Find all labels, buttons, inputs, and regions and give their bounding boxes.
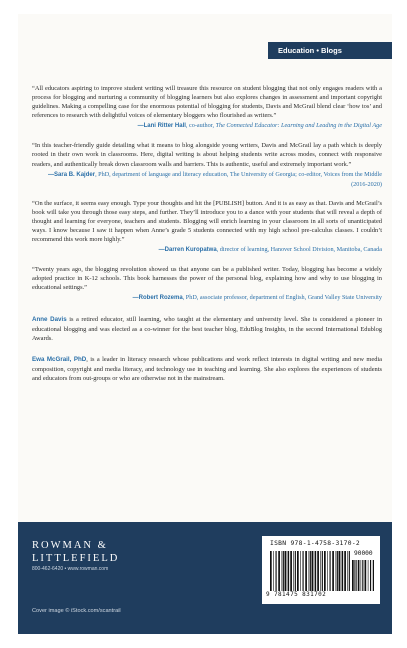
endorsement-text: “In this teacher-friendly guide detailing what it means to blog alongside young writers, Davis and McGrail lay a path which is deeply rooted in their own work in classrooms. Here, digital writing is about helping students write across modes, connect with responsive readers, and authentically break down classroom walls and barriers. This is authentic, useful and extremely important work.”	[32, 142, 382, 168]
isbn-label: ISBN 978-1-4758-3170-2	[270, 540, 361, 547]
barcode-bar	[285, 551, 287, 591]
barcode-bar	[342, 551, 343, 591]
barcode-bar	[278, 551, 280, 591]
publisher-footer	[18, 522, 392, 634]
author-bio-text: is a retired educator, still learning, who taught at the elementary and university level. She is considered a pioneer in educational blogging and was elected as a co-winner for the best teacher blog, EduBlog Insights, in the second International Edublog Awards.	[32, 316, 382, 342]
barcode-bar	[349, 551, 350, 591]
endorsement-attribution	[32, 293, 382, 303]
barcode-bar	[365, 560, 367, 591]
endorser-role: , director of learning, Hanover School Division, Manitoba, Canada	[216, 246, 382, 254]
ean-number: 9 781475 831702	[266, 591, 327, 598]
barcode-bar	[324, 551, 326, 591]
category-badge: Education • Blogs	[268, 42, 392, 59]
endorsement-text: “All educators aspiring to improve student writing will treasure this resource on student blogging that not only engages readers with a process for blogging and nurturing a community of blogging learners but also explores changes in assessment and important copyright guidelines. Making a compelling case for the enormous potential of blogging for students, Davis and McGrail blend clear ‘how tos’ and references to research with delightful voices of elementary bloggers who flourished as writers.”	[32, 85, 382, 120]
barcode-bar	[322, 551, 323, 591]
publisher-logo	[32, 539, 119, 565]
barcode-bar	[283, 551, 284, 591]
barcode-bar	[327, 551, 328, 591]
endorsement	[32, 141, 382, 188]
barcode-bar	[362, 560, 363, 591]
cover-image-credit: Cover image © iStock.com/scantrail	[32, 608, 121, 614]
barcode-bar	[312, 551, 314, 591]
barcode-bar	[352, 560, 354, 591]
publisher-logo-line1: ROWMAN &	[32, 540, 108, 551]
barcode-bar	[368, 560, 369, 591]
endorsement-attribution	[32, 121, 382, 131]
endorser-name: —Sara B. Kajder	[48, 171, 96, 178]
endorser-name: —Darren Kuropatwa	[158, 247, 217, 254]
barcode-bar	[303, 551, 304, 591]
barcode-bar	[336, 551, 337, 591]
barcode-bar	[370, 560, 371, 591]
endorsement-text: “Twenty years ago, the blogging revolution showed us that anyone can be a published writer. Today, blogging has become a widely adopted practice in K-12 schools. This book harnesses the power of the personal blog, explaining how and why to use blogging in educational settings.”	[32, 266, 382, 292]
endorsement	[32, 265, 382, 303]
price-barcode-bars	[352, 560, 374, 591]
barcode	[262, 536, 380, 604]
endorsement-text: “On the surface, it seems easy enough. Type your thoughts and hit the [PUBLISH] button. And it is as easy as that. Davis and McGrail’s book will take you through those easy steps, and further. They’ll introduce you to a dance with your students that will reveal a depth of thought and learning for everyone, teachers and students. Blogging will enrich learning in your classroom in all sorts of unanticipated ways. I know because I saw it happen when Anne’s grade 5 students connected with my high school pre-calculus classes. I couldn’t recommend this work more highly.”	[32, 199, 382, 244]
publisher-contact: 800-462-6420 • www.rowman.com	[32, 566, 109, 572]
back-cover	[18, 14, 392, 634]
endorsement	[32, 84, 382, 131]
endorsement-attribution	[32, 245, 382, 255]
endorser-role: , PhD, associate professor, department of English, Grand Valley State University	[182, 294, 382, 302]
endorsements	[32, 84, 382, 383]
barcode-bar	[320, 551, 321, 591]
barcode-bar	[297, 551, 299, 591]
endorser-work: The Connected Educator: Learning and Leading in the Digital Age	[215, 122, 382, 130]
barcode-bar	[309, 551, 310, 591]
barcode-bar	[290, 551, 292, 591]
barcode-bar	[330, 551, 331, 591]
barcode-bar	[344, 551, 346, 591]
author-name: Anne Davis	[32, 316, 67, 324]
endorser-name: —Lani Ritter Hall	[137, 123, 186, 130]
endorser-role: , co-author,	[185, 122, 216, 130]
barcode-bar	[332, 551, 334, 591]
barcode-bar	[305, 551, 307, 591]
barcode-bar	[300, 551, 301, 591]
barcode-bar	[310, 551, 311, 591]
barcode-bar	[337, 551, 338, 591]
barcode-bar	[287, 551, 288, 591]
endorser-role: , PhD, department of language and literacy education, The University of Georgia; co-editor, Voices from the Middle (2016-2020)	[95, 170, 382, 188]
barcode-bar	[341, 551, 342, 591]
barcode-bar	[288, 551, 289, 591]
author-name: Ewa McGrail, PhD	[32, 356, 87, 364]
endorsement	[32, 199, 382, 255]
author-bio	[32, 355, 382, 383]
barcode-bar	[317, 551, 319, 591]
barcode-bar	[314, 551, 315, 591]
barcode-bar	[295, 551, 296, 591]
barcode-bar	[347, 551, 348, 591]
author-bio	[32, 315, 382, 343]
publisher-logo-line2: LITTLEFIELD	[32, 553, 120, 564]
endorser-name: —Robert Rozema	[132, 295, 183, 302]
barcode-bar	[339, 551, 341, 591]
barcode-bar	[354, 560, 355, 591]
ean-barcode-bars	[270, 551, 350, 591]
author-bio-text: , is a leader in literacy research whose publications and work reflect interests in digital writing and new media composition, copyright and media literacy, and technology use in teaching and learning. She also explores the experiences of students and educators from out-groups or who are otherwise not in the mainstream.	[32, 356, 383, 382]
barcode-bar	[361, 560, 362, 591]
barcode-bar	[358, 560, 360, 591]
barcode-bar	[273, 551, 274, 591]
barcode-bar	[270, 551, 272, 591]
barcode-bar	[293, 551, 294, 591]
barcode-bar	[356, 560, 357, 591]
barcode-bar	[282, 551, 283, 591]
endorsement-attribution	[32, 170, 382, 189]
barcode-bar	[315, 551, 316, 591]
barcode-bar	[276, 551, 277, 591]
barcode-bar	[373, 560, 374, 591]
price-code: 90000	[354, 550, 373, 557]
